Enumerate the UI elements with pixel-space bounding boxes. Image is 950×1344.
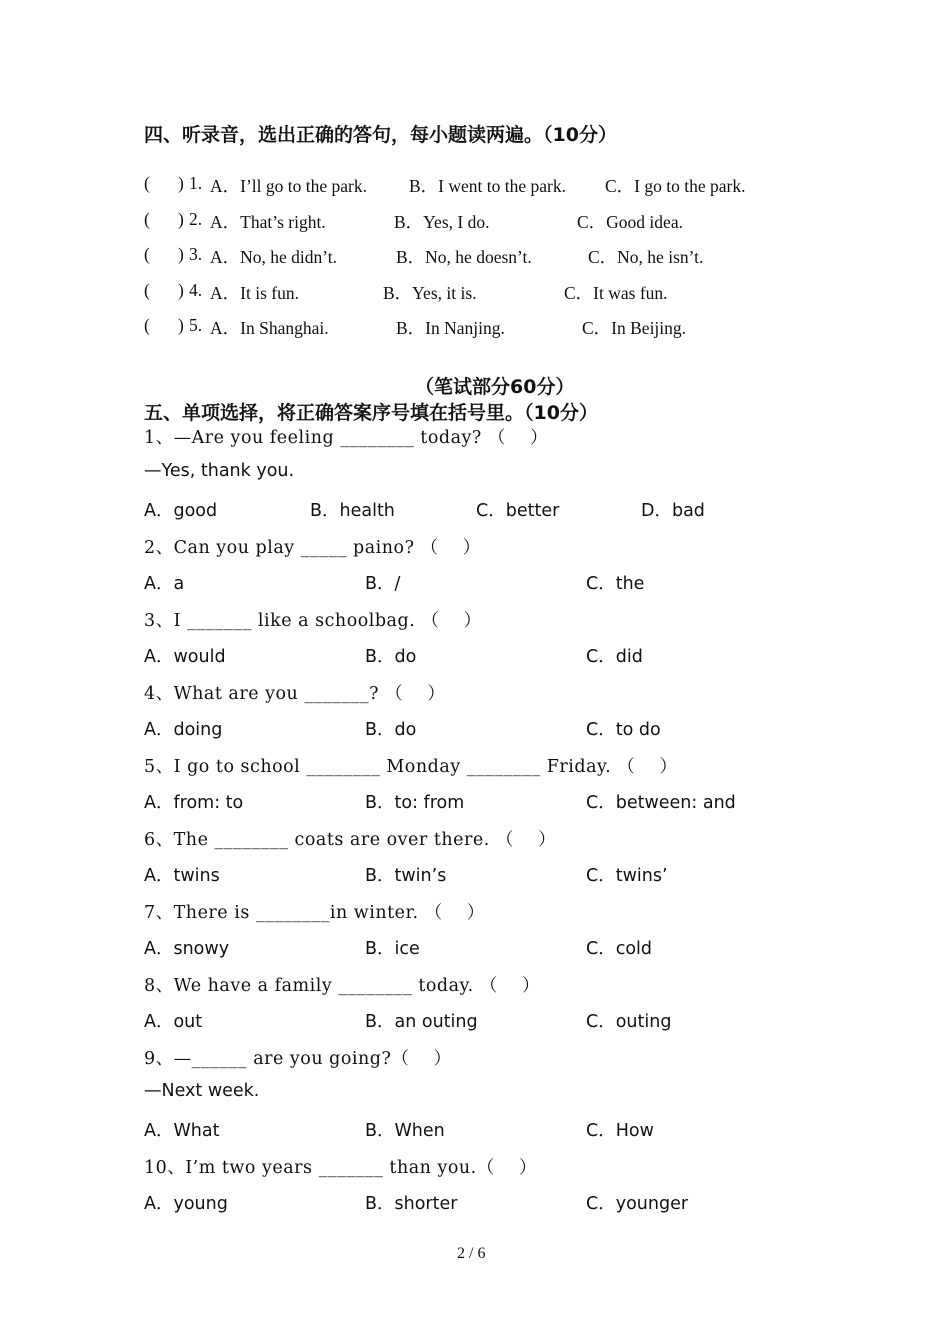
question-4-stem: 4、What are you _______? （ ） [144,684,446,704]
question-5-stem: 5、I go to school ________ Monday ________ Friday. （ ） [144,757,678,777]
option-c: C．It was fun. [564,283,668,303]
option-b: B．Yes, it is. [383,283,477,303]
option-b: B．twin’s [365,866,447,886]
question-1-stem: 1、—Are you feeling ________ today? （ ） [144,428,549,448]
option-c: C．outing [586,1012,672,1032]
section-4-title: 四、听录音，选出正确的答句，每小题读两遍。（10分） [144,124,617,146]
question-8-stem: 8、We have a family ________ today. （ ） [144,976,540,996]
option-a: A．It is fun. [210,283,299,303]
option-b: B．shorter [365,1194,458,1214]
answer-paren-open: ( [144,315,150,335]
item-number: 3. [189,244,203,264]
option-a: A．That’s right. [210,212,326,232]
section-5-title: 五、单项选择，将正确答案序号填在括号里。（10分） [144,402,598,424]
option-a: A．young [144,1194,228,1214]
answer-paren-close: ) [178,209,184,229]
option-b: B．an outing [365,1012,478,1032]
option-a: A．No, he didn’t. [210,247,338,267]
question-7-stem: 7、There is ________in winter. （ ） [144,903,485,923]
question-2-stem: 2、Can you play _____ paino? （ ） [144,538,481,558]
option-b: B．do [365,647,417,667]
option-c: C．younger [586,1194,689,1214]
option-c: C．cold [586,939,653,959]
option-a: A．twins [144,866,220,886]
option-c: C．between: and [586,793,736,813]
option-c: C．better [476,501,560,521]
option-c: C．twins’ [586,866,668,886]
option-b: B．No, he doesn’t. [396,247,532,267]
option-a: A．In Shanghai. [210,318,329,338]
answer-paren-close: ) [178,244,184,264]
option-c: C．did [586,647,643,667]
question-10-stem: 10、I’m two years _______ than you.（ ） [144,1158,537,1178]
question-9-reply: —Next week. [144,1081,260,1101]
answer-paren-close: ) [178,315,184,335]
answer-paren-close: ) [178,173,184,193]
option-c: C．I go to the park. [605,176,746,196]
option-b: B．to: from [365,793,465,813]
item-number: 5. [189,315,203,335]
question-1-reply: —Yes, thank you. [144,461,295,481]
option-b: B．ice [365,939,420,959]
option-b: B．health [310,501,395,521]
option-a: A．out [144,1012,203,1032]
option-c: C．No, he isn’t. [588,247,704,267]
option-b: B．Yes, I do. [394,212,490,232]
option-a: A．What [144,1121,220,1141]
item-number: 1. [189,173,203,193]
option-c: C．the [586,574,645,594]
answer-paren-open: ( [144,209,150,229]
item-number: 2. [189,209,203,229]
option-b: B．In Nanjing. [396,318,505,338]
option-b: B．do [365,720,417,740]
option-a: A．would [144,647,226,667]
option-a: A．doing [144,720,223,740]
option-c: C．In Beijing. [582,318,687,338]
option-a: A．a [144,574,185,594]
question-6-stem: 6、The ________ coats are over there. （ ） [144,830,557,850]
option-a: A．good [144,501,218,521]
answer-paren-open: ( [144,173,150,193]
option-c: C．Good idea. [577,212,683,232]
option-b: B．I went to the park. [409,176,566,196]
page-number: 2 / 6 [457,1245,486,1262]
answer-paren-close: ) [178,280,184,300]
option-b: B．/ [365,574,401,594]
option-c: C．to do [586,720,661,740]
option-d: D．bad [641,501,705,521]
option-a: A．I’ll go to the park. [210,176,367,196]
written-part-heading: （笔试部分60分） [415,376,575,398]
option-a: A．from: to [144,793,244,813]
option-a: A．snowy [144,939,230,959]
item-number: 4. [189,280,203,300]
answer-paren-open: ( [144,244,150,264]
answer-paren-open: ( [144,280,150,300]
question-9-stem: 9、—______ are you going?（ ） [144,1049,452,1069]
question-3-stem: 3、I _______ like a schoolbag. （ ） [144,611,482,631]
option-c: C．How [586,1121,654,1141]
option-b: B．When [365,1121,445,1141]
